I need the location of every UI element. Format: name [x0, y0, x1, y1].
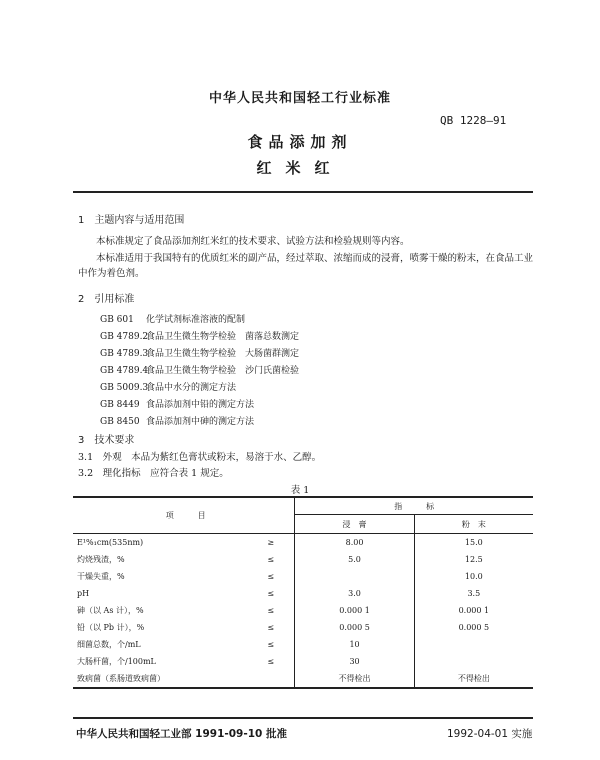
document-title-line2: 红米红	[256, 159, 344, 177]
spec-table	[73, 496, 533, 689]
table-row: 灼烧残渣，% ≤ 5.0 12.5	[73, 551, 533, 568]
header-rule	[73, 191, 533, 193]
table-row: 大肠杆菌，个/100mL ≤ 30	[73, 653, 533, 670]
reference-item: GB 601 化学试剂标准溶液的配制	[100, 315, 246, 325]
table-row: 致病菌（系肠道致病菌） 不得检出 不得检出	[73, 670, 533, 688]
table-caption: 表 1	[290, 485, 310, 496]
table-header-item: 项 目	[73, 497, 295, 534]
reference-item: GB 4789.4食品卫生微生物学检验 沙门氏菌检验	[100, 366, 300, 376]
section-3-heading: 3 技术要求	[78, 435, 135, 446]
standard-organization: 中华人民共和国轻工行业标准	[208, 91, 391, 106]
section-1-heading: 1 主题内容与适用范围	[78, 215, 185, 226]
reference-item: GB 5009.3食品中水分的测定方法	[100, 383, 237, 393]
section-3-2-physicochemical: 3.2 理化指标 应符合表 1 规定。	[78, 468, 229, 479]
table-header-powder: 粉 末	[414, 515, 533, 534]
table-row: 干燥失重，% ≤ 10.0	[73, 568, 533, 585]
reference-list	[100, 312, 299, 431]
table-row: E¹%₁cm(535nm) ≥ 8.00 15.0	[73, 534, 533, 552]
effective-date: 1992-04-01 实施	[447, 728, 533, 740]
table-row: 砷（以 As 计），% ≤ 0.000 1 0.000 1	[73, 602, 533, 619]
document-title-line1: 食品添加剂	[247, 133, 353, 151]
section-1-paragraph-1: 本标准规定了食品添加剂红米红的技术要求、试验方法和检验规则等内容。	[96, 236, 410, 247]
reference-item: GB 8450 食品添加剂中砷的测定方法	[100, 417, 255, 427]
approval-line: 中华人民共和国轻工业部 1991-09-10 批准	[76, 728, 287, 740]
footer-rule	[73, 717, 533, 719]
reference-item: GB 4789.3食品卫生微生物学检验 大肠菌群测定	[100, 349, 300, 359]
table-header-index: 指 标	[295, 497, 533, 515]
section-2-heading: 2 引用标准	[78, 294, 135, 305]
section-1-paragraph-2: 本标准适用于我国特有的优质红米的副产品，经过萃取、浓缩而成的浸膏，喷雾干燥的粉末，在食品工业中作为着色剂。	[78, 253, 534, 279]
reference-item: GB 8449 食品添加剂中铅的测定方法	[100, 400, 255, 410]
table-row: 细菌总数，个/mL ≤ 10	[73, 636, 533, 653]
table-header-paste: 浸 膏	[295, 515, 414, 534]
table-row: pH ≤ 3.0 3.5	[73, 585, 533, 602]
standard-code: QB 1228—91	[440, 114, 507, 127]
reference-item: GB 4789.2食品卫生微生物学检验 菌落总数测定	[100, 332, 300, 342]
section-3-1-appearance: 3.1 外观 本品为紫红色膏状或粉末，易溶于水、乙醇。	[78, 452, 322, 463]
table-row: 铅（以 Pb 计），% ≤ 0.000 5 0.000 5	[73, 619, 533, 636]
